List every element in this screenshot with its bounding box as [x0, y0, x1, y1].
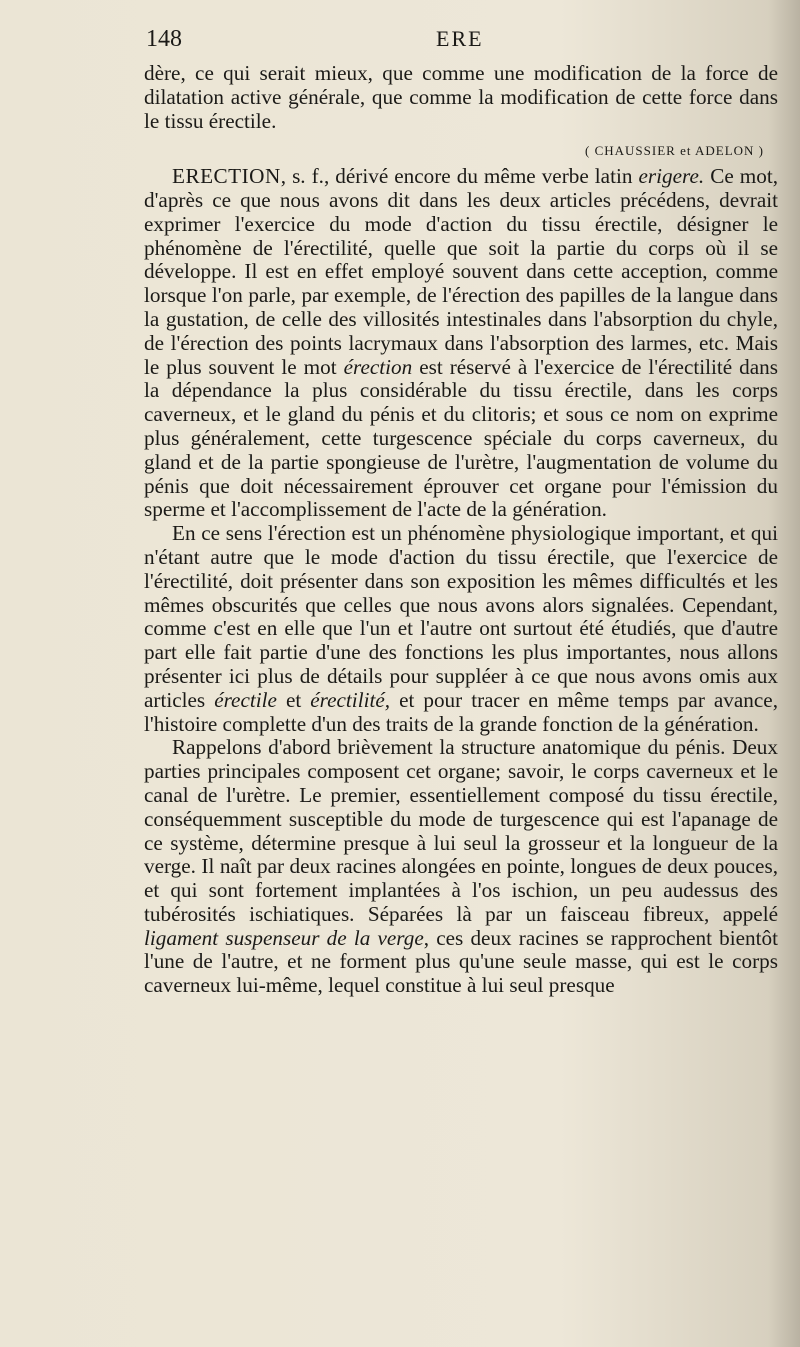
- text-run: , ces deux racines se rapprochent bientôt l'une de l'autre, et ne forment plus qu'une seule masse, qui est le corps caverneux lui-même, lequel constitue à lui seul presque: [144, 925, 778, 998]
- page-number: 148: [146, 26, 182, 52]
- paragraph-3: [144, 736, 778, 998]
- page-header: [146, 26, 776, 56]
- text-run: Ce mot, d'après ce que nous avons dit dans les deux articles précédens, devrait exprimer l'exercice du mode d'action du tissu érectile, désigner le phénomène de l'érectilité, quelle que soit la partie du corps où il se développe. Il est en effet employé souvent dans cette acception, comme lorsque l'on parle, par exemple, de l'érection des papilles de la langue dans la gustation, de celle des villosités intestinales dans l'absorption du chyle, de l'érection des points lacrymaux dans l'absorption des larmes, etc. Mais le plus souvent le mot: [144, 164, 779, 379]
- entry-headword: ERECTION: [172, 164, 281, 189]
- author-signature: ( CHAUSSIER et ADELON ): [585, 143, 764, 159]
- paragraph-2: [144, 522, 778, 736]
- italic-term: érection: [343, 354, 413, 379]
- text-run: , s. f., dérivé encore du même verbe latin: [280, 164, 639, 189]
- italic-term: érectilité,: [310, 687, 391, 712]
- italic-term: érectile: [214, 687, 277, 712]
- page-body: [144, 62, 778, 998]
- running-head: ERE: [436, 26, 484, 51]
- entry-paragraph-erection: [144, 165, 778, 522]
- text-run: En ce sens l'érection est un phénomène physiologique important, et qui n'étant autre que le mode d'action du tissu érectile, que l'exercice de l'érectilité, doit présenter dans son exposition les mêmes difficultés et les mêmes obscurités que celles que nous avons alors signalées. Cependant, comme c'est en elle que l'un et l'autre ont surtout été étudiés, que d'autre part elle fait partie d'une des fonctions les plus importantes, nous allons présenter ici plus de détails pour suppléer à ce que nous avons omis aux articles: [144, 521, 778, 712]
- text-run: et: [276, 687, 311, 712]
- intro-paragraph: dère, ce qui serait mieux, que comme une modification de la force de dilatation active générale, que comme la modification de cette force dans le tissu érectile.: [144, 61, 778, 133]
- text-run: Rappelons d'abord brièvement la structure anatomique du pénis. Deux parties principales composent cet organe; savoir, le corps caverneux et le canal de l'urètre. Le premier, essentiellement composé du tissu érectile, conséquemment susceptible du mode de turgescence qui est l'apanage de ce système, détermine presque à lui seul la grosseur et la longueur de la verge. Il naît par deux racines alongées en pointe, longues de deux pouces, et qui sont fortement implantées à l'os ischion, un peu audessus des tubérosités ischiatiques. Séparées là par un faisceau fibreux, appelé: [144, 735, 778, 926]
- italic-term: erigere.: [638, 164, 705, 189]
- text-run: est réservé à l'exercice de l'érectilité dans la dépendance la plus considérable du tissu érectile, dans les corps caverneux, et le gland du pénis et du clitoris; et sous ce nom on exprime plus généralement, cette turgescence spéciale du corps caverneux, du gland et de la partie spongieuse de l'urètre, l'augmentation de volume du pénis que doit nécessairement éprouver cet organe pour l'émission du sperme et l'accomplissement de l'acte de la génération.: [144, 354, 778, 522]
- text-run: et pour tracer en même temps par avance, l'histoire complette d'un des traits de la grande fonction de la génération.: [144, 687, 778, 736]
- italic-term: ligament suspenseur de la verge: [144, 925, 424, 950]
